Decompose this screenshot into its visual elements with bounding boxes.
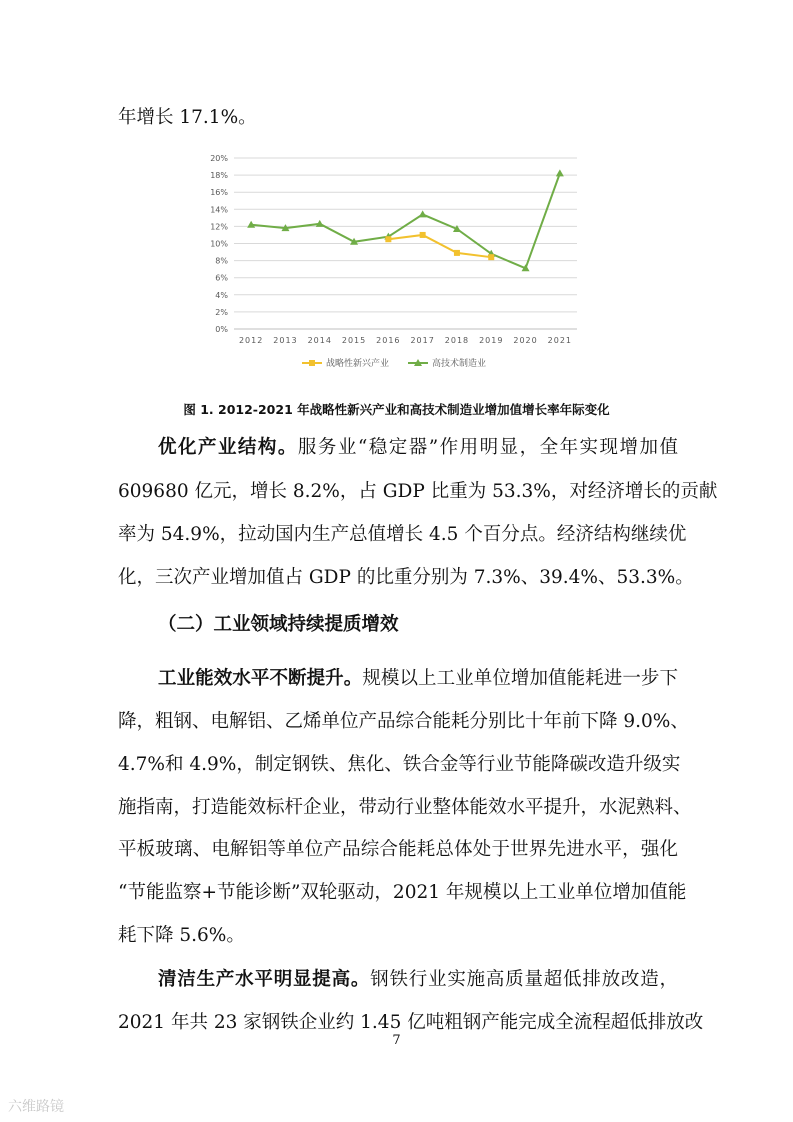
paragraph-line [158,667,678,691]
x-tick-label: 2016 [376,336,401,345]
page-number: 7 [392,1033,401,1048]
paragraph-line: 率为 54.9%，拉动国内生产总值增长 4.5 个百分点。经济结构继续优 [118,524,687,545]
series-line [251,173,560,268]
x-tick-label: 2019 [479,336,504,345]
chart-legend [302,357,486,369]
x-tick-label: 2013 [273,336,298,345]
x-tick-label: 2017 [410,336,435,345]
paragraph-line [158,968,678,992]
x-tick-label: 2018 [444,336,470,345]
paragraph-line: 4.7%和 4.9%，制定钢铁、焦化、铁合金等行业节能降碳改造升级实 [118,754,681,775]
legend-label: 高技术制造业 [432,359,487,369]
paragraph-line: 耗下降 5.6%。 [118,925,245,946]
paragraph-line: 2021 年共 23 家钢铁企业约 1.45 亿吨粗钢产能完成全流程超低排放改 [118,1012,704,1033]
paragraph-line [158,436,678,460]
legend-label: 战略性新兴产业 [326,359,390,369]
paragraph-line: 化，三次产业增加值占 GDP 的比重分别为 7.3%、39.4%、53.3%。 [118,567,694,588]
paragraph-line: 施指南，打造能效标杆企业，带动行业整体能效水平提升，水泥熟料、 [118,797,692,818]
y-tick-label: 10% [210,239,228,249]
text-line: 年增长 17.1%。 [118,107,257,128]
x-tick-label: 2021 [547,336,573,345]
y-tick-label: 0% [215,325,228,334]
paragraph-line: 609680 亿元，增长 8.2%，占 GDP 比重为 53.3%，对经济增长的贡献 [118,481,718,502]
paragraph-line: 平板玻璃、电解铝等单位产品综合能耗总体处于世界先进水平，强化 [118,839,678,860]
y-tick-label: 12% [210,222,228,232]
y-tick-label: 18% [210,171,228,181]
paragraph-line: “节能监察+节能诊断”双轮驱动，2021 年规模以上工业单位增加值能 [118,882,687,903]
y-tick-label: 20% [210,154,228,163]
y-tick-label: 16% [210,188,228,198]
data-point [454,250,460,256]
x-tick-label: 2020 [513,336,538,345]
y-tick-label: 14% [210,205,228,215]
paragraph-line: 降，粗钢、电解铝、乙烯单位产品综合能耗分别比十年前下降 9.0%、 [118,711,689,732]
x-axis-ticks [239,336,572,345]
y-tick-label: 2% [215,307,228,317]
figure-caption: 图 1. 2012-2021 年战略性新兴产业和高技术制造业增加值增长率年际变化 [183,402,610,417]
paragraph-lead: 优化产业结构。 [158,437,298,458]
x-tick-label: 2015 [341,336,367,345]
paragraph-lead: 工业能效水平不断提升。 [158,668,363,689]
watermark: 六维路镜 [8,1099,64,1115]
line-chart [0,0,793,400]
series-line [388,235,491,257]
data-point [385,236,391,242]
data-point [488,254,494,260]
section-heading: （二）工业领域持续提质增效 [158,614,399,635]
y-axis-ticks [210,154,228,334]
y-tick-label: 6% [215,273,228,283]
y-tick-label: 8% [215,256,228,266]
data-point [419,210,427,217]
y-tick-label: 4% [215,290,228,300]
x-tick-label: 2012 [238,336,264,345]
paragraph-text: 钢铁行业实施高质量超低排放改造， [370,969,678,990]
data-point [556,169,564,176]
paragraph-text: 服务业“稳定器”作用明显，全年实现增加值 [297,437,678,458]
chart-grid [234,158,577,329]
data-point [420,232,426,238]
data-point [309,360,315,366]
chart-series [247,169,564,271]
paragraph-text: 规模以上工业单位增加值能耗进一步下 [362,668,678,689]
paragraph-lead: 清洁生产水平明显提高。 [158,969,371,990]
x-tick-label: 2014 [307,336,332,345]
